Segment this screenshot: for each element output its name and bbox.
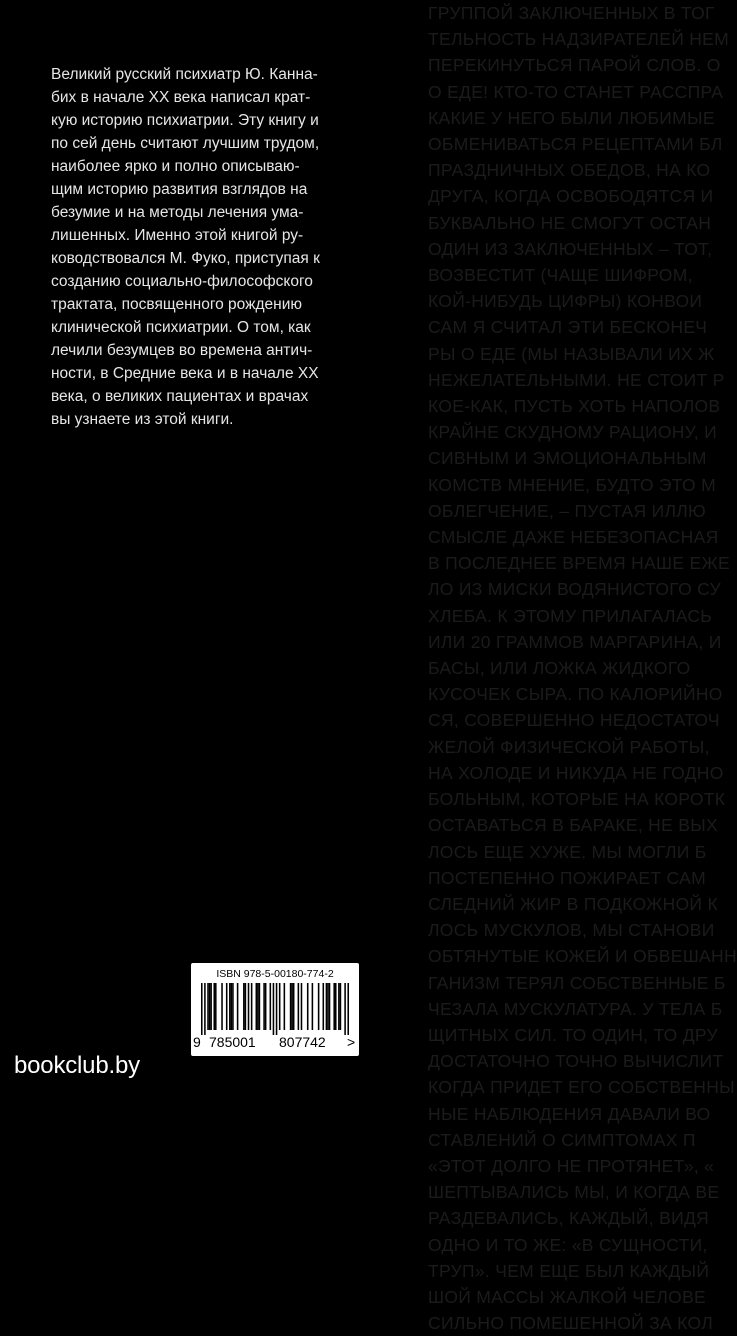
background-text-line: НА ХОЛОДЕ И НИКУДА НЕ ГОДНО [428, 762, 724, 783]
background-text-line: ПОСТЕПЕННО ПОЖИРАЕТ САМ [428, 867, 706, 888]
description-line: трактата, посвященного рождению [51, 296, 302, 313]
barcode-bar [221, 983, 223, 1030]
barcode-bar [229, 983, 231, 1030]
barcode-digits [191, 1034, 359, 1052]
barcode-bar [201, 983, 203, 1035]
background-text-line: КУСОЧЕК СЫРА. ПО КАЛОРИЙНО [428, 684, 723, 705]
background-text-line: ЛО ИЗ МИСКИ ВОДЯНИСТОГО СУ [428, 579, 721, 600]
barcode-bar [215, 983, 217, 1030]
background-text-line: НЕЖЕЛАТЕЛЬНЫМИ. НЕ СТОИТ Р [428, 369, 725, 390]
background-text-line: КОЙ-НИБУДЬ ЦИФРЫ) КОНВОИ [428, 291, 703, 312]
description-line: лечили безумцев во времена антич- [51, 342, 313, 359]
background-text-line: ШОЙ МАССЫ ЖАЛКОЙ ЧЕЛОВЕ [428, 1286, 707, 1307]
background-text-line: ГРУППОЙ ЗАКЛЮЧЕННЫХ В ТОГ [428, 3, 715, 23]
barcode-trail-mark: > [347, 1034, 356, 1050]
description-line: вы узнаете из этой книги. [51, 411, 234, 428]
barcode-bar [279, 983, 281, 1030]
description-line: бих в начале XX века написал крат- [51, 89, 311, 106]
background-text-line: КОМСТВ МНЕНИЕ, БУДТО ЭТО М [428, 474, 716, 495]
barcode-bar [290, 983, 292, 1030]
barcode-bar [232, 983, 234, 1030]
background-text-line: СИВНЫМ И ЭМОЦИОНАЛЬНЫМ [428, 448, 707, 469]
barcode-bar [276, 983, 278, 1035]
barcode-bar [259, 983, 261, 1030]
barcode-bar [344, 983, 346, 1035]
description-line: клинической психиатрии. О том, как [51, 319, 311, 336]
background-text-line: ДОСТАТОЧНО ТОЧНО ВЫЧИСЛИТ [428, 1051, 724, 1072]
background-text-line: РЫ О ЕДЕ (МЫ НАЗЫВАЛИ ИХ Ж [428, 343, 715, 364]
barcode-bar [333, 983, 335, 1030]
barcode-bar [265, 983, 267, 1030]
barcode-bar [263, 983, 265, 1030]
background-text-line: ЛОСЬ МУСКУЛОВ, МЫ СТАНОВИ [428, 920, 715, 941]
barcode-bar [284, 983, 286, 1030]
background-text-line: ХЛЕБА. К ЭТОМУ ПРИЛАГАЛАСЬ [428, 605, 713, 626]
barcode-bar [327, 983, 329, 1030]
background-text-line: БАСЫ, ИЛИ ЛОЖКА ЖИДКОГО [428, 658, 691, 679]
description-line: лишенных. Именно этой книгой ру- [51, 227, 304, 244]
barcode-bar [204, 983, 206, 1035]
background-text-line: ПЕРЕКИНУТЬСЯ ПАРОЙ СЛОВ. О [428, 55, 721, 76]
background-text-line: СТАВЛЕНИЙ О СИМПТОМАХ П [428, 1129, 696, 1150]
description-line: по сей день считают лучшим трудом, [51, 135, 320, 152]
background-text-line: РАЗДЕВАЛИСЬ, КАЖДЫЙ, ВИДЯ [428, 1208, 710, 1229]
background-text-line: ПРАЗДНИЧНЫХ ОБЕДОВ, НА КО [428, 160, 711, 181]
description-line: щим историю развития взглядов на [51, 181, 308, 198]
background-text-line: ЛОСЬ ЕЩЕ ХУЖЕ. МЫ МОГЛИ Б [428, 841, 707, 862]
background-text-line: КОЕ-КАК, ПУСТЬ ХОТЬ НАПОЛОВ [428, 396, 721, 417]
barcode-bar [338, 983, 340, 1030]
background-text-line: БОЛЬНЫМ, КОТОРЫЕ НА КОРОТК [428, 789, 726, 810]
barcode-bar [312, 983, 314, 1030]
barcode-bar [326, 983, 328, 1030]
background-text-line: ОДНО И ТО ЖЕ: «В СУЩНОСТИ, [428, 1234, 708, 1255]
barcode-bar [207, 983, 209, 1030]
barcode-right-digits: 807742 [279, 1034, 326, 1050]
barcode-bar [231, 983, 233, 1030]
isbn-number: ISBN 978-5-00180-774-2 [216, 968, 334, 980]
barcode-bar [335, 983, 337, 1030]
publisher-site: bookclub.by [14, 1052, 140, 1079]
background-text-line: ЧЕЗАЛА МУСКУЛАТУРА. У ТЕЛА Б [428, 998, 723, 1019]
barcode-bar [270, 983, 272, 1030]
background-text-line: ВОЗВЕСТИТ (ЧАЩЕ ШИФРОМ, [428, 265, 693, 286]
barcode-bar [291, 983, 293, 1030]
description-line: созданию социально-философского [51, 273, 313, 290]
description-line: ности, в Средние века и в начале XX [51, 365, 319, 382]
barcode-bar [293, 983, 295, 1030]
barcode-bar [318, 983, 320, 1030]
background-text-line: ГАНИЗМ ТЕРЯЛ СОБСТВЕННЫЕ Б [428, 972, 726, 993]
description-line: ководствовался М. Фуко, приступая к [51, 250, 320, 267]
background-text-line: СИЛЬНО ПОМЕШЕННОЙ ЗА КОЛ [428, 1313, 713, 1334]
background-text-line: ЖЕЛОЙ ФИЗИЧЕСКОЙ РАБОТЫ, [428, 736, 710, 757]
barcode-bar [210, 983, 212, 1030]
description-line: наиболее ярко и полно описываю- [51, 158, 300, 175]
background-text-line: ТЕЛЬНОСТЬ НАДЗИРАТЕЛЕЙ НЕМ [428, 29, 730, 50]
background-text-line: СЛЕДНИЙ ЖИР В ПОДКОЖНОЙ К [428, 893, 718, 914]
background-text-line: ОБМЕНИВАТЬСЯ РЕЦЕПТАМИ БЛ [428, 134, 723, 155]
background-text-line: ИЛИ 20 ГРАММОВ МАРГАРИНА, И [428, 631, 722, 652]
background-typography [418, 0, 737, 1334]
barcode-bar [307, 983, 309, 1030]
description-line: века, о великих пациентах и врачах [51, 388, 309, 405]
background-text-line: В ПОСЛЕДНЕЕ ВРЕМЯ НАШЕ ЕЖЕ [428, 553, 730, 574]
background-text-line: ОСТАВАТЬСЯ В БАРАКЕ, НЕ ВЫХ [428, 815, 718, 836]
background-text-line: СМЫСЛЕ ДАЖЕ НЕБЕЗОПАСНАЯ [428, 527, 719, 548]
background-text-line: КРАЙНЕ СКУДНОМУ РАЦИОНУ, И [428, 422, 717, 443]
background-text-line: КОГДА ПРИДЕТ ЕГО СОБСТВЕННЫ [428, 1077, 735, 1098]
background-text-line: ДРУГА, КОГДА ОСВОБОДЯТСЯ И [428, 186, 714, 207]
background-text-line: ТРУП». ЧЕМ ЕЩЕ БЫЛ КАЖДЫЙ [428, 1260, 710, 1281]
barcode-bar [243, 983, 245, 1030]
barcode-bar [323, 983, 325, 1030]
barcode-left-digits: 785001 [209, 1034, 256, 1050]
background-text-line: О ЕДЕ! КТО-ТО СТАНЕТ РАССПРА [428, 81, 724, 102]
isbn-barcode-block [191, 963, 359, 1056]
barcode-bar [256, 983, 258, 1030]
barcode-bar [251, 983, 253, 1030]
background-text-line: НЫЕ НАБЛЮДЕНИЯ ДАВАЛИ ВО [428, 1103, 711, 1124]
background-text-line: КАКИЕ У НЕГО БЫЛИ ЛЮБИМЫЕ [428, 107, 715, 128]
barcode-bar [226, 983, 228, 1030]
background-text-line: ЩИТНЫХ СИЛ. ТО ОДИН, ТО ДРУ [428, 1024, 718, 1045]
background-text-line: «ЭТОТ ДОЛГО НЕ ПРОТЯНЕТ», « [428, 1155, 715, 1176]
barcode-bar [329, 983, 331, 1030]
barcode-bar [213, 983, 215, 1030]
barcode-bar [301, 983, 303, 1030]
barcode-lead-digit: 9 [193, 1034, 201, 1050]
barcode-bar [298, 983, 300, 1030]
description-line: кую историю психиатрии. Эту книгу и [51, 112, 319, 129]
barcode-bar [273, 983, 275, 1035]
barcode-bar [237, 983, 239, 1030]
barcode-bar [340, 983, 342, 1030]
barcode-bar [248, 983, 250, 1030]
description-line: безумие и на методы лечения ума- [51, 204, 304, 221]
book-description [51, 63, 364, 431]
background-text-line: ОБТЯНУТЫЕ КОЖЕЙ И ОБВЕШАНН [428, 946, 737, 967]
barcode-icon [201, 983, 349, 1035]
barcode-bar [209, 983, 211, 1030]
background-text-line: СЯ, СОВЕРШЕННО НЕДОСТАТОЧ [428, 710, 720, 731]
barcode-bar [245, 983, 247, 1030]
background-text-line: САМ Я СЧИТАЛ ЭТИ БЕСКОНЕЧ [428, 317, 708, 338]
description-line: Великий русский психиатр Ю. Канна- [51, 66, 318, 83]
background-text-line: ОДИН ИЗ ЗАКЛЮЧЕННЫХ – ТОТ, [428, 238, 713, 259]
barcode-bar [257, 983, 259, 1030]
background-text-line: БУКВАЛЬНО НЕ СМОГУТ ОСТАН [428, 212, 712, 233]
background-text-line: ШЕПТЫВАЛИСЬ МЫ, И КОГДА ВЕ [428, 1182, 720, 1203]
background-text-line: ОБЛЕГЧЕНИЕ, – ПУСТАЯ ИЛЛЮ [428, 500, 707, 521]
barcode-bar [347, 983, 349, 1035]
